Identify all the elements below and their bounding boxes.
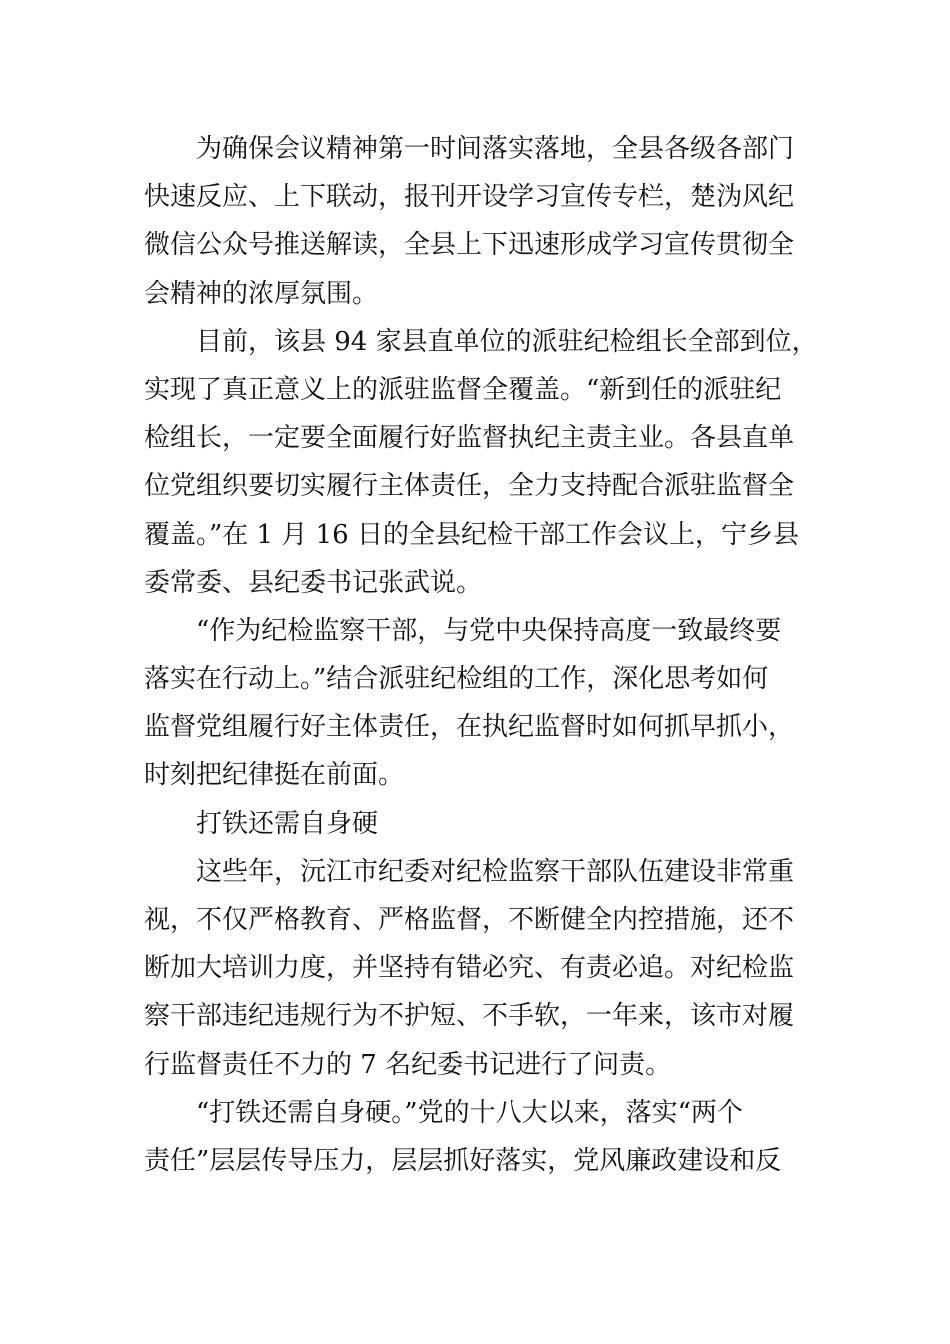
text-line: 快速反应、上下联动，报刊开设学习宣传专栏，楚沩风纪 xyxy=(144,182,795,213)
text-line: 监督党组履行好主体责任，在执纪监督时如何抓早抓小， xyxy=(144,712,795,743)
text-line: “打铁还需自身硬。”党的十八大以来，落实“两个 xyxy=(196,1097,743,1128)
text-line: 视，不仅严格教育、严格监督，不断健全内控措施，还不 xyxy=(144,905,795,935)
text-line: 检组长，一定要全面履行好监督执纪主责主业。各县直单 xyxy=(144,423,795,454)
paragraph-4 xyxy=(144,848,808,1089)
text-line: 落实在行动上。”结合派驻纪检组的工作，深化思考如何 xyxy=(144,664,769,695)
paragraph-1 xyxy=(144,125,808,318)
paragraph-2 xyxy=(144,318,818,607)
text-line: 微信公众号推送解读，全县上下迅速形成学习宣传贯彻全 xyxy=(144,230,795,261)
text-line: 责任”层层传导压力，层层抓好落实，党风廉政建设和反 xyxy=(144,1145,782,1176)
section-heading-text: 打铁还需自身硬 xyxy=(196,808,379,839)
paragraph-5 xyxy=(144,1089,808,1185)
text-line: 目前，该县 94 家县直单位的派驻纪检组长全部到位， xyxy=(196,326,818,357)
text-line: 察干部违纪违规行为不护短、不手软，一年来，该市对履 xyxy=(144,1001,795,1032)
text-line: “作为纪检监察干部，与党中央保持高度一致最终要 xyxy=(196,615,782,646)
section-heading xyxy=(144,800,808,848)
text-line: 委常委、县纪委书记张武说。 xyxy=(144,567,483,598)
text-line: 时刻把纪律挺在前面。 xyxy=(144,760,405,791)
text-line: 行监督责任不力的 7 名纪委书记进行了问责。 xyxy=(144,1049,672,1080)
text-line: 这些年，沅江市纪委对纪检监察干部队伍建设非常重 xyxy=(196,856,795,887)
paragraph-3 xyxy=(144,607,808,800)
text-line: 断加大培训力度，并坚持有错必究、有责必追。对纪检监 xyxy=(144,953,795,984)
text-line: 会精神的浓厚氛围。 xyxy=(144,278,379,309)
text-line: 为确保会议精神第一时间落实落地，全县各级各部门 xyxy=(196,134,795,164)
article-body xyxy=(144,125,818,1185)
text-line: 实现了真正意义上的派驻监督全覆盖。“新到任的派驻纪 xyxy=(144,374,782,405)
text-line: 位党组织要切实履行主体责任，全力支持配合派驻监督全 xyxy=(144,471,795,502)
text-line: 覆盖。”在 1 月 16 日的全县纪检干部工作会议上，宁乡县 xyxy=(144,519,799,550)
